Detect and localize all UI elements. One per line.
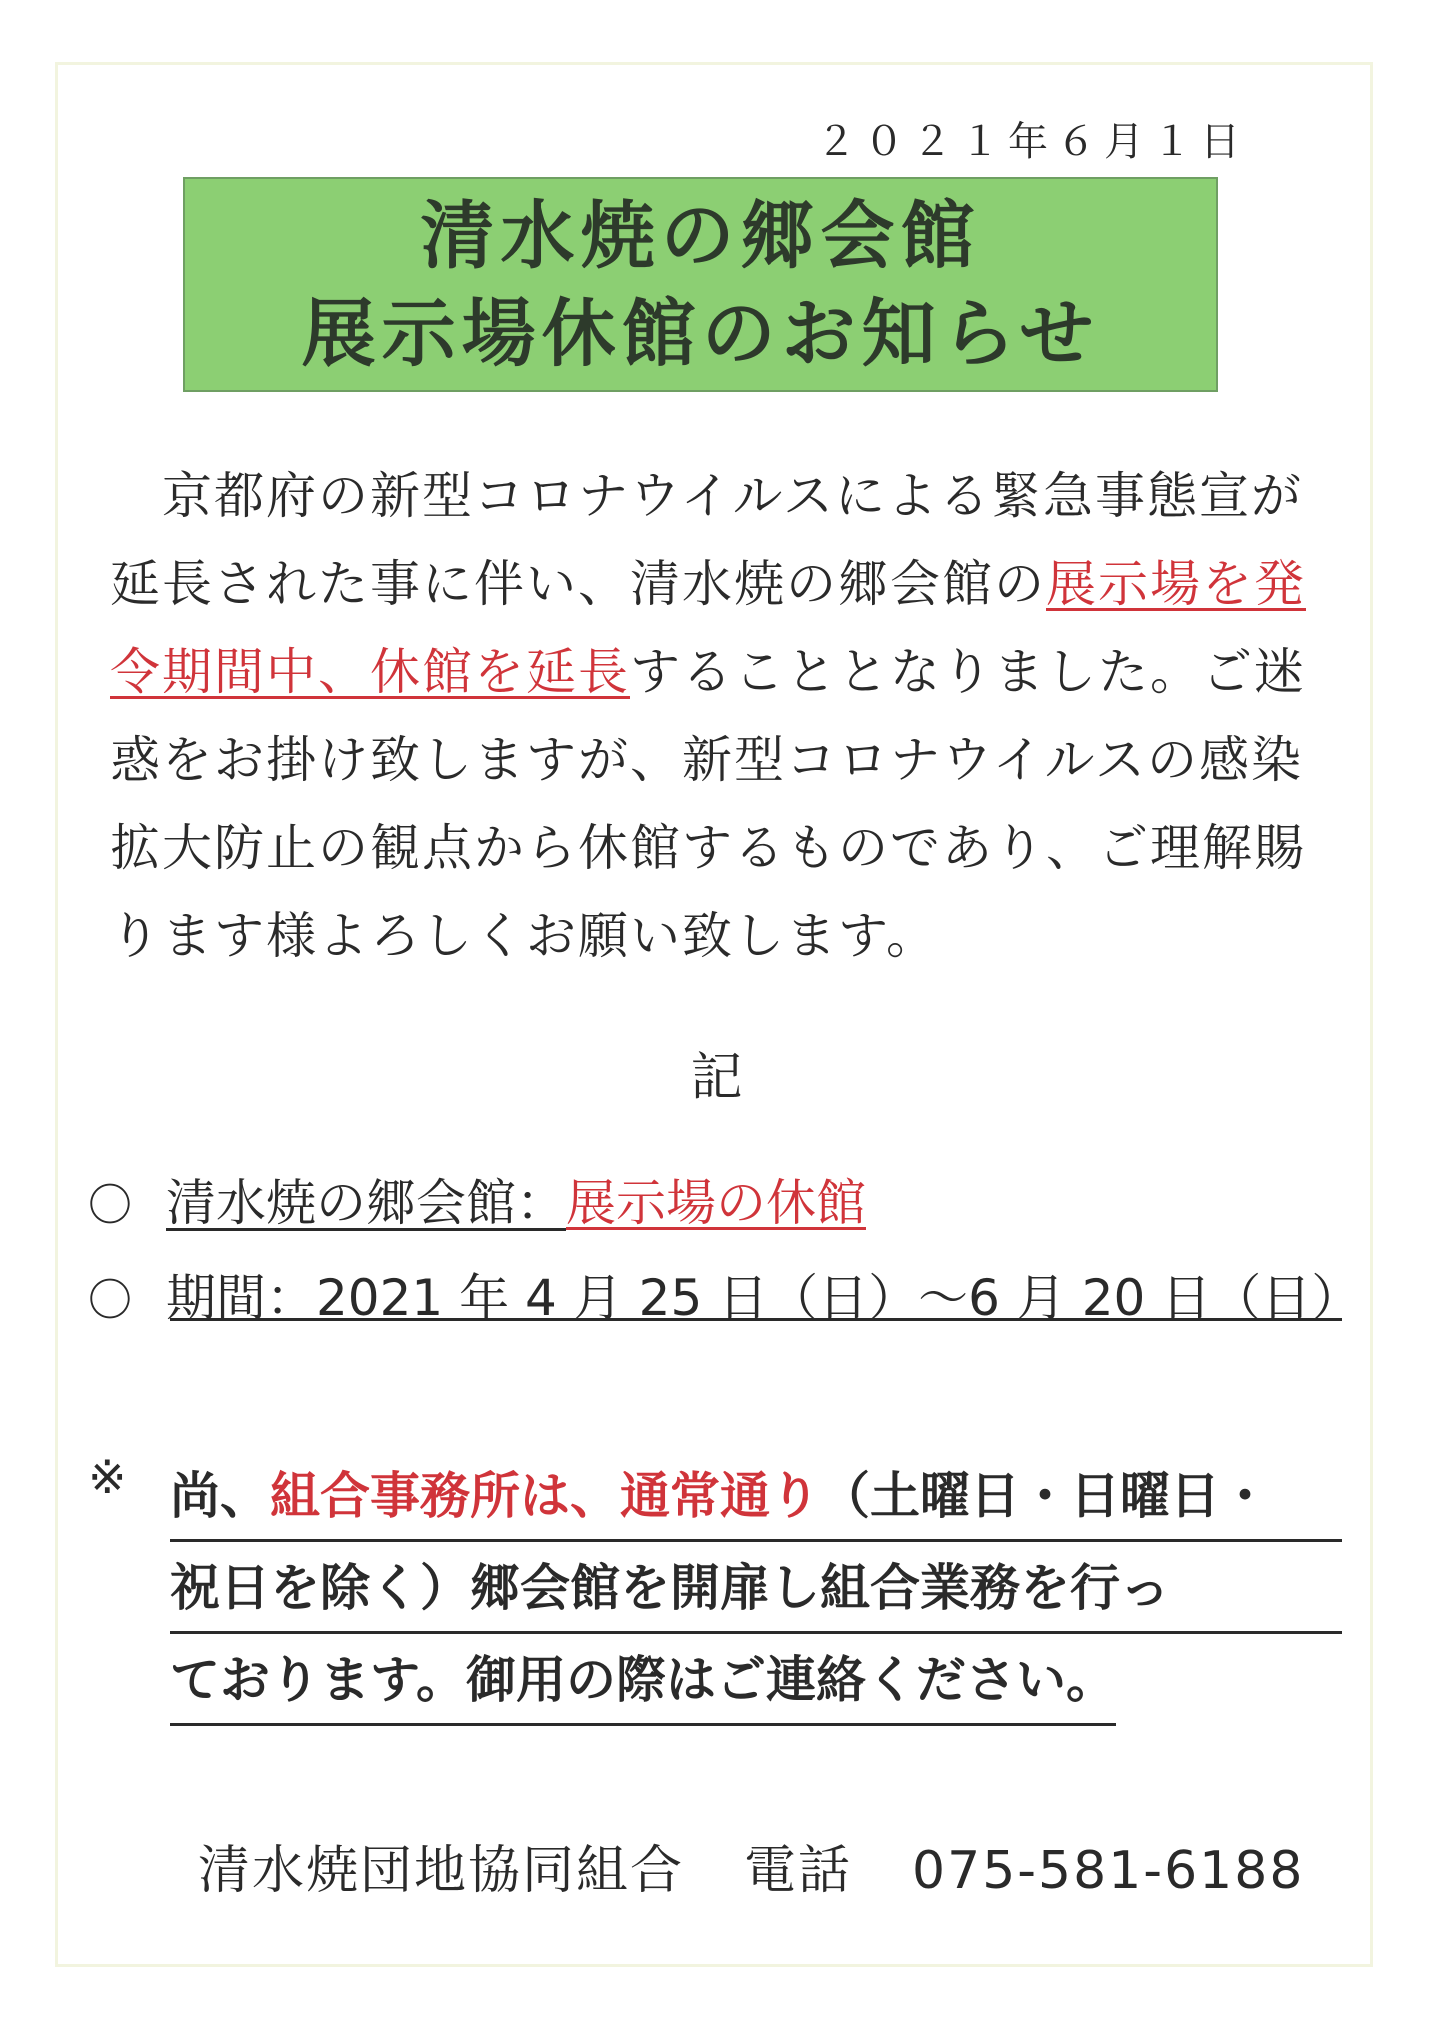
item-facility	[88, 1163, 866, 1235]
note-line-2: 祝日を除く）郷会館を開扉し組合業務を行っ	[170, 1542, 1342, 1634]
circle-bullet-icon: 〇	[88, 1180, 132, 1231]
ki-heading: 記	[690, 1048, 743, 1108]
item-period-text: 期間：2021 年 4 月 25 日（日）～6 月 20 日（日）	[166, 1269, 1362, 1327]
footer-phone: 075-581-6188	[912, 1841, 1305, 1901]
period-underline	[170, 1318, 1342, 1321]
reference-mark-icon: ※	[88, 1450, 127, 1504]
footer-phone-label: 電話	[744, 1841, 853, 1901]
body-highlight: 展示場を発令期間中、休館を延長	[110, 555, 1306, 701]
title-box	[183, 177, 1218, 392]
note-line-1-post: （土曜日・日曜日・	[820, 1467, 1270, 1525]
title-line-2: 展示場休館のお知らせ	[301, 290, 1100, 377]
body-paragraph	[110, 452, 1340, 980]
note-line-1-pre: 尚、	[170, 1467, 270, 1525]
note-line-1-highlight: 組合事務所は、通常通り	[270, 1467, 820, 1525]
notice-body	[110, 452, 1340, 980]
body-trail: することとなりました。ご迷惑をお掛け致しますが、新型コロナウイルスの感染拡大防止の観点から休館するものであり、ご理解賜ります様よろしくお願い致します。	[110, 643, 1306, 965]
note-line-1	[170, 1450, 1342, 1542]
footer-contact	[198, 1828, 1304, 1903]
note-lines	[170, 1450, 1342, 1726]
circle-bullet-icon: 〇	[88, 1275, 132, 1326]
item-facility-label: 清水焼の郷会館：	[166, 1174, 566, 1232]
notice-date: ２０２１年６月１日	[816, 119, 1248, 165]
item-facility-value: 展示場の休館	[566, 1174, 866, 1232]
footer-org: 清水焼団地協同組合	[198, 1841, 685, 1901]
body-lead: 京都府の新型コロナウイルスによる緊急事態宣が延長された事に伴い、清水焼の郷会館の	[110, 467, 1303, 613]
title-line-1: 清水焼の郷会館	[420, 192, 981, 279]
note-line-3: ております。御用の際はご連絡ください。	[170, 1634, 1116, 1726]
